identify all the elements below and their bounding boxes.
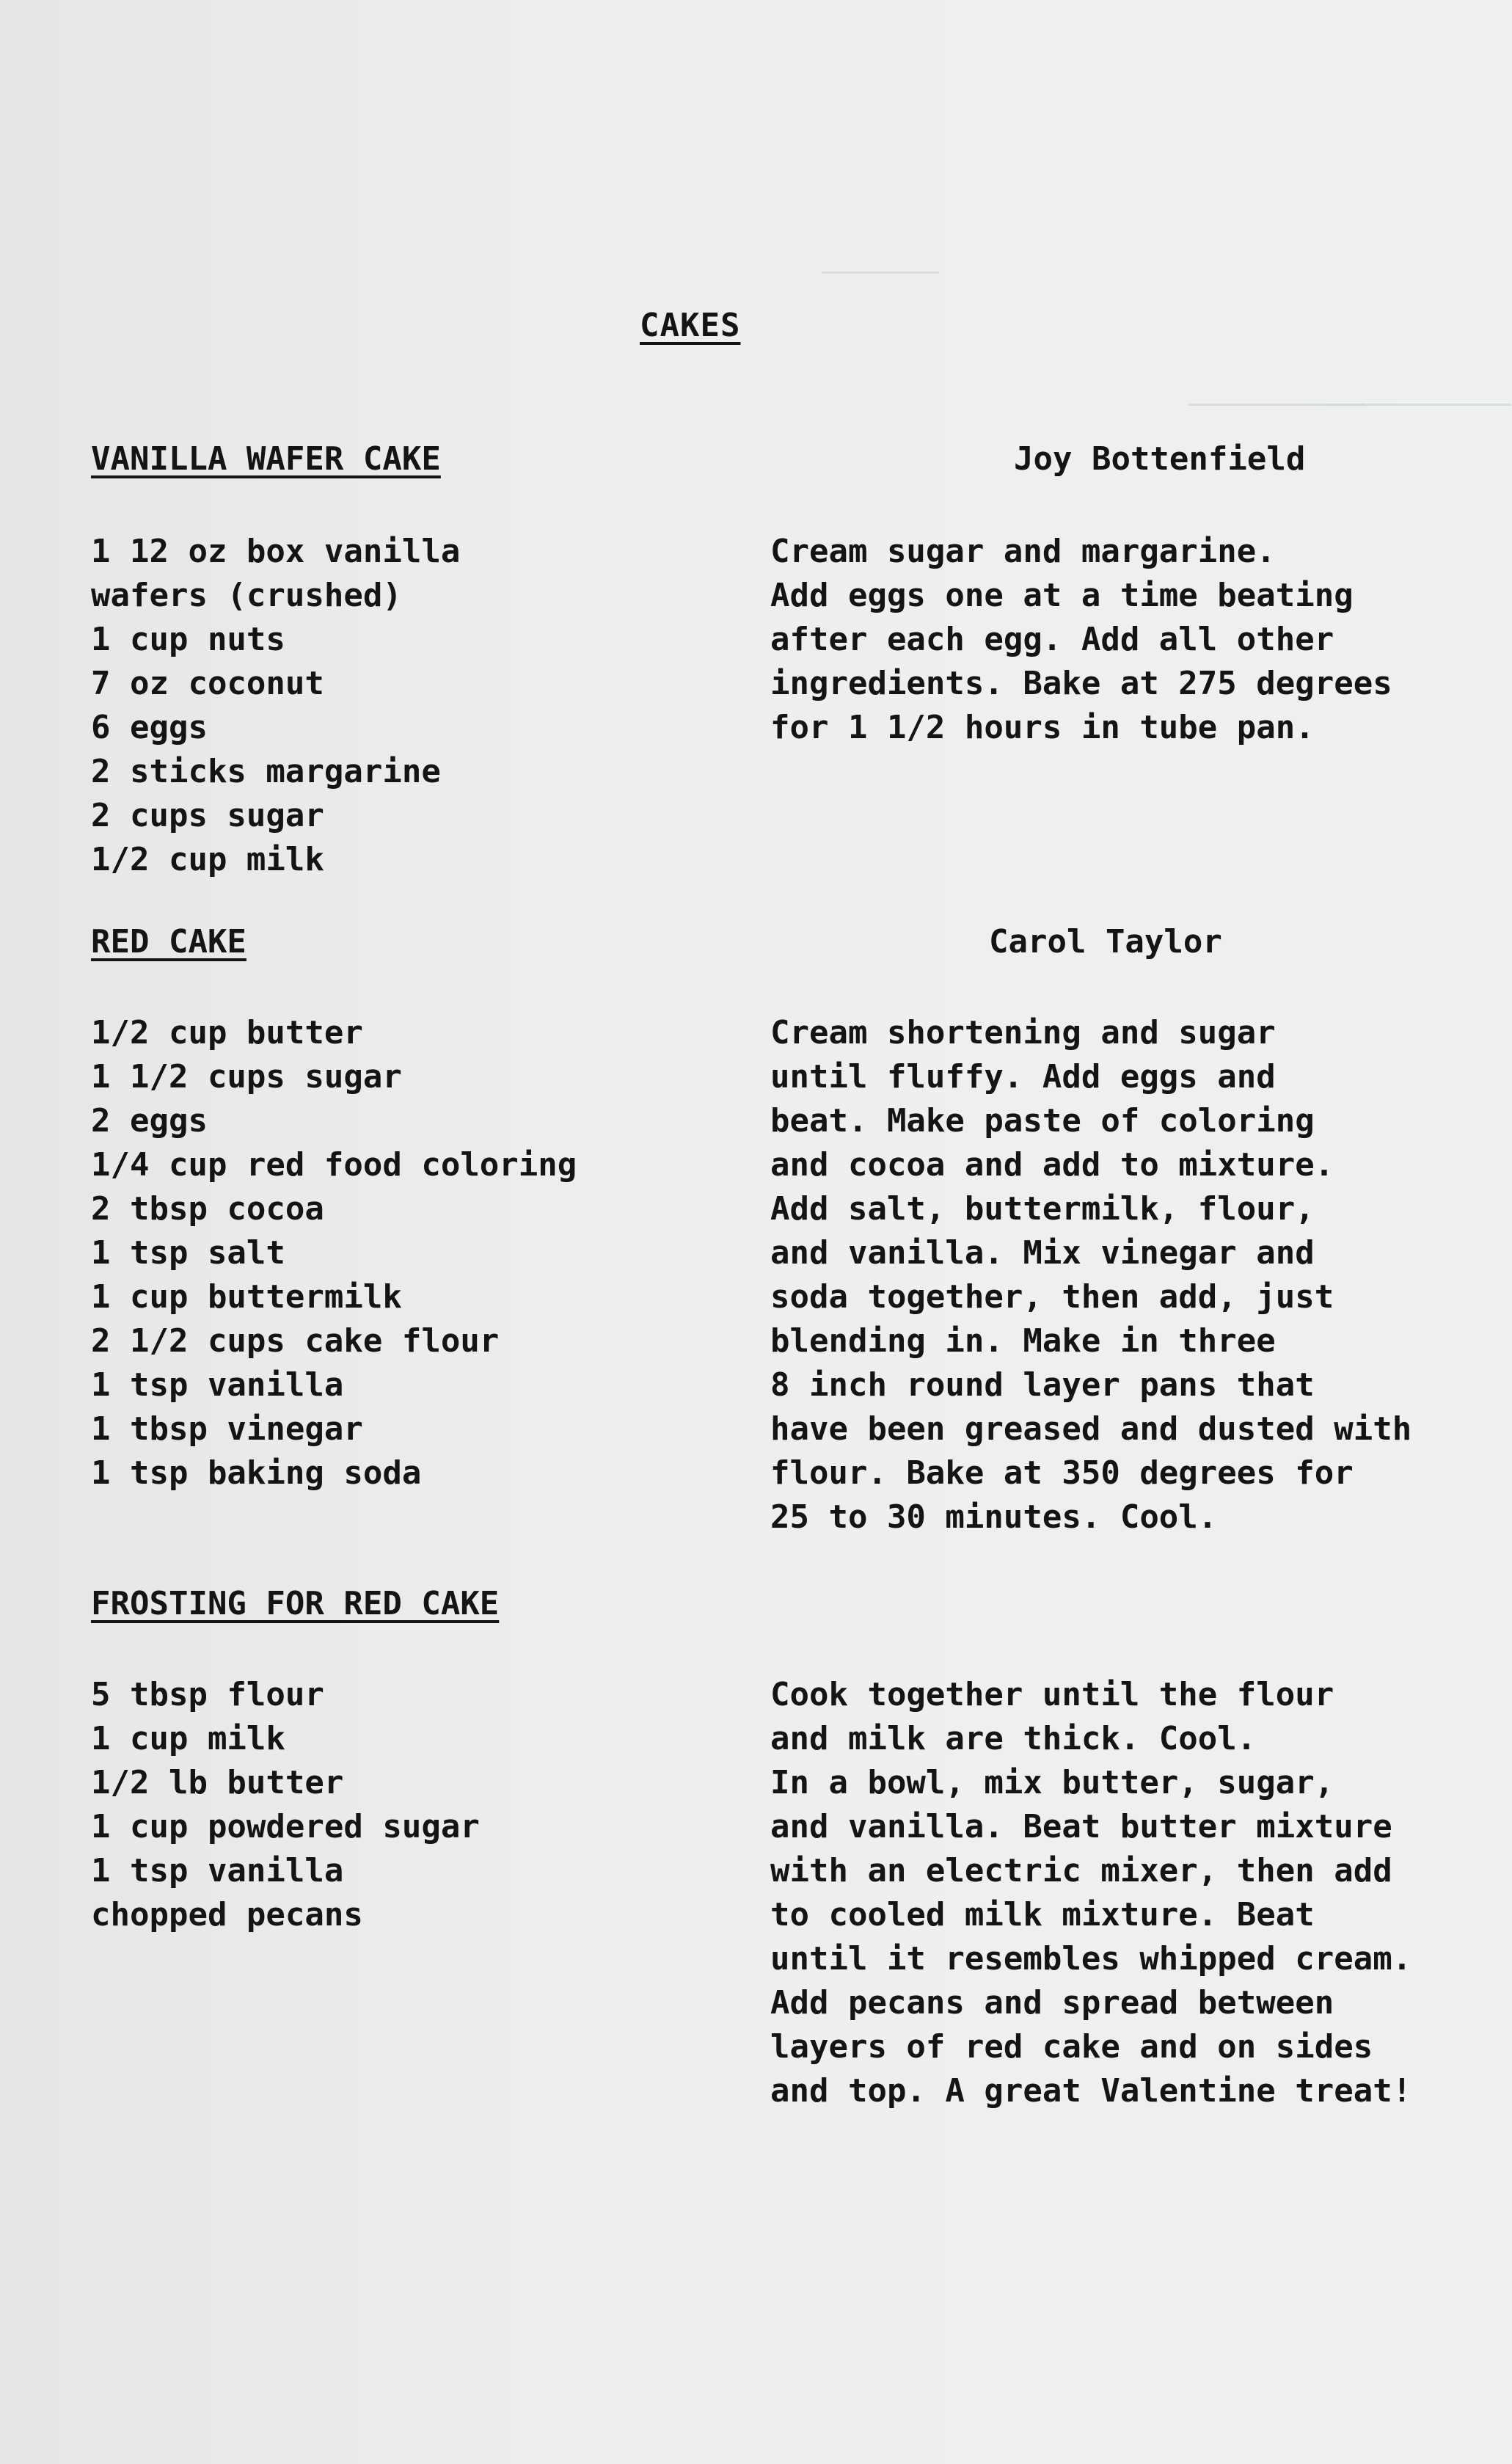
ingredient-item: 2 1/2 cups cake flour (91, 1322, 500, 1360)
ingredient-item: 1 tbsp vinegar (91, 1410, 363, 1448)
recipe-title-vanilla-wafer-cake: VANILLA WAFER CAKE (91, 440, 441, 478)
direction-line: Add pecans and spread between (770, 1984, 1334, 2022)
directions-red-cake (770, 1011, 1411, 1539)
direction-line: 8 inch round layer pans that (770, 1366, 1315, 1404)
direction-line: flour. Bake at 350 degrees for (770, 1454, 1354, 1492)
ingredient-item: 1/2 lb butter (91, 1764, 344, 1801)
direction-line: for 1 1/2 hours in tube pan. (770, 709, 1315, 746)
recipe-author-vanilla-wafer-cake: Joy Bottenfield (1014, 440, 1306, 478)
ingredient-item: 1 cup nuts (91, 621, 285, 658)
ingredient-item: 1 tsp baking soda (91, 1454, 422, 1492)
ingredient-list-red-cake (91, 1011, 577, 1495)
recipe-author-red-cake: Carol Taylor (989, 923, 1222, 961)
ingredient-item: 1 tsp salt (91, 1234, 285, 1272)
ingredient-item: chopped pecans (91, 1896, 363, 1933)
ingredient-item: 7 oz coconut (91, 665, 324, 702)
ingredient-item: 2 eggs (91, 1102, 208, 1140)
recipe-title-red-cake: RED CAKE (91, 923, 246, 961)
ingredient-item: 5 tbsp flour (91, 1676, 324, 1713)
direction-line: beat. Make paste of coloring (770, 1102, 1315, 1140)
ingredient-item: 2 cups sugar (91, 797, 324, 834)
direction-line: and vanilla. Mix vinegar and (770, 1234, 1315, 1272)
direction-line: have been greased and dusted with (770, 1410, 1412, 1448)
ingredient-item: 1 tsp vanilla (91, 1852, 344, 1889)
direction-line: Cream sugar and margarine. (770, 533, 1276, 570)
ingredient-item: wafers (crushed) (91, 577, 402, 614)
ingredient-item: 1 12 oz box vanilla (91, 533, 461, 570)
direction-line: until fluffy. Add eggs and (770, 1058, 1276, 1096)
direction-line: and milk are thick. Cool. (770, 1720, 1257, 1757)
direction-line: 25 to 30 minutes. Cool. (770, 1498, 1218, 1536)
direction-line: Add eggs one at a time beating (770, 577, 1354, 614)
ingredient-list-frosting (91, 1673, 480, 1937)
ingredient-item: 6 eggs (91, 709, 208, 746)
recipe-title-frosting-for-red-cake: FROSTING FOR RED CAKE (91, 1585, 500, 1622)
ingredient-item: 1/2 cup butter (91, 1014, 363, 1051)
direction-line: ingredients. Bake at 275 degrees (770, 665, 1392, 702)
direction-line: In a bowl, mix butter, sugar, (770, 1764, 1334, 1801)
direction-line: soda together, then add, just (770, 1278, 1334, 1316)
direction-line: with an electric mixer, then add (770, 1852, 1392, 1889)
direction-line: layers of red cake and on sides (770, 2028, 1373, 2066)
ingredient-item: 2 sticks margarine (91, 753, 441, 790)
direction-line: blending in. Make in three (770, 1322, 1276, 1360)
ingredient-item: 1 tsp vanilla (91, 1366, 344, 1404)
direction-line: to cooled milk mixture. Beat (770, 1896, 1315, 1933)
direction-line: until it resembles whipped cream. (770, 1940, 1412, 1978)
direction-line: and vanilla. Beat butter mixture (770, 1808, 1392, 1845)
ingredient-list-vanilla-wafer-cake (91, 530, 460, 882)
direction-line: Cook together until the flour (770, 1676, 1334, 1713)
directions-vanilla-wafer-cake (770, 530, 1392, 750)
ingredient-item: 1 cup buttermilk (91, 1278, 402, 1316)
direction-line: Cream shortening and sugar (770, 1014, 1276, 1051)
ingredient-item: 2 tbsp cocoa (91, 1190, 324, 1228)
direction-line: Add salt, buttermilk, flour, (770, 1190, 1315, 1228)
direction-line: after each egg. Add all other (770, 621, 1334, 658)
directions-frosting (770, 1673, 1411, 2113)
direction-line: and top. A great Valentine treat! (770, 2072, 1412, 2110)
ingredient-item: 1 1/2 cups sugar (91, 1058, 402, 1096)
direction-line: and cocoa and add to mixture. (770, 1146, 1334, 1184)
ingredient-item: 1/4 cup red food coloring (91, 1146, 577, 1184)
page-title: CAKES (640, 307, 741, 344)
ingredient-item: 1 cup powdered sugar (91, 1808, 480, 1845)
ingredient-item: 1/2 cup milk (91, 841, 324, 878)
ingredient-item: 1 cup milk (91, 1720, 285, 1757)
